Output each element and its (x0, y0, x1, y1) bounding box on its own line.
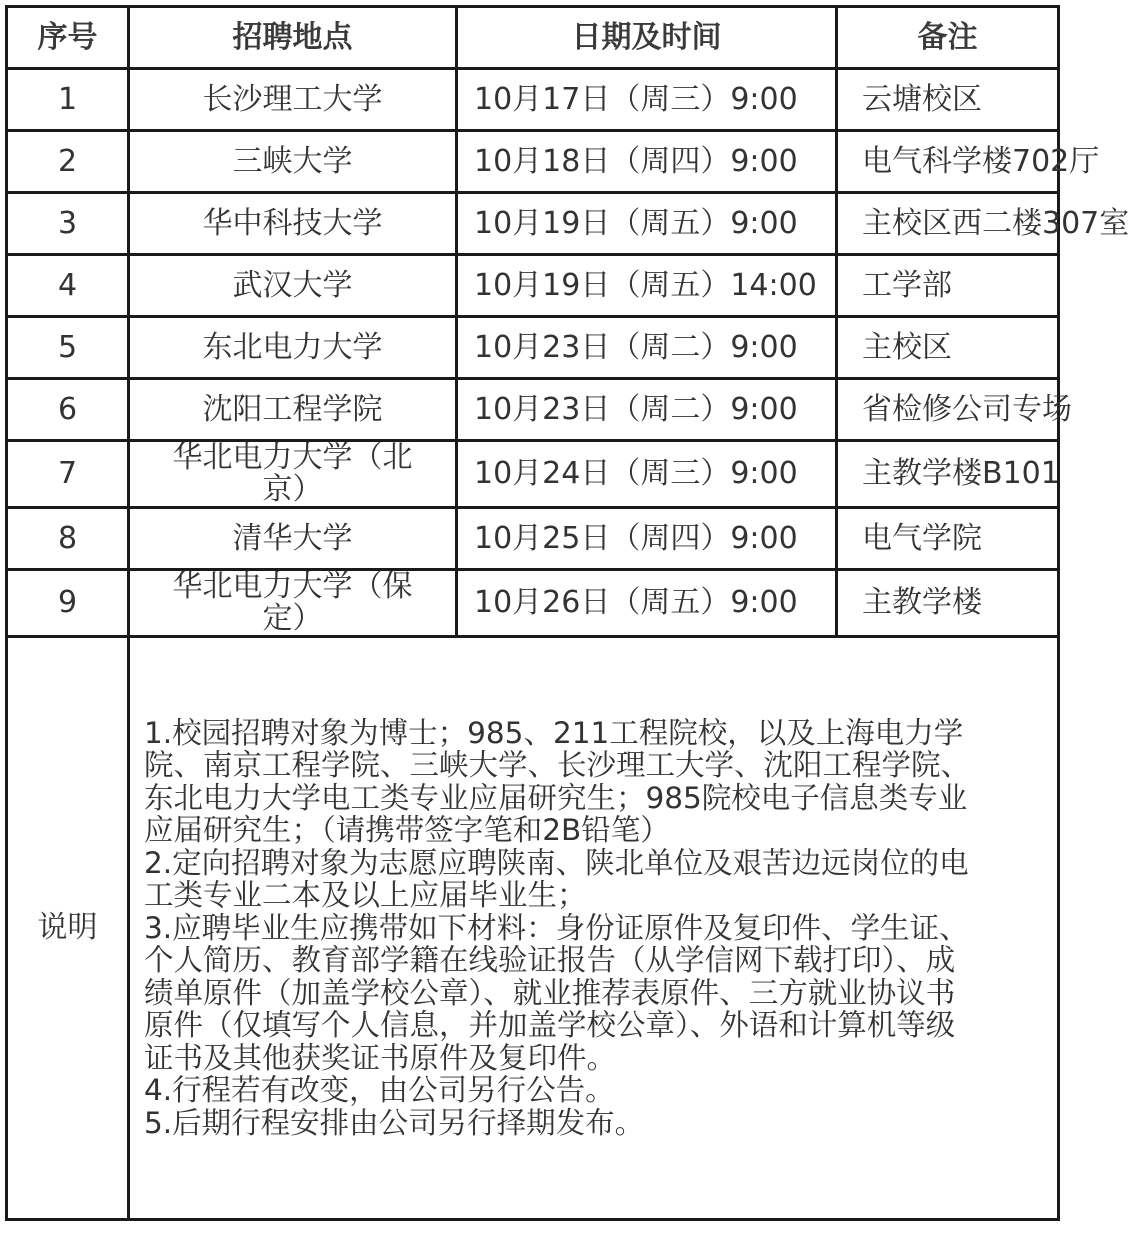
notes-line: 3.应聘毕业生应携带如下材料：身份证原件及复印件、学生证、 (144, 910, 969, 945)
row-number: 1 (7, 69, 129, 131)
remarks-text: 省检修公司专场 (862, 391, 1072, 427)
table-row (7, 441, 1059, 508)
notes-line: 4.行程若有改变，由公司另行公告。 (144, 1073, 615, 1108)
row-datetime: 10月19日（周五）9:00 (457, 193, 837, 255)
notes-line: 工类专业二本及以上应届毕业生； (144, 878, 587, 913)
row-location: 东北电力大学 (129, 317, 457, 379)
row-number: 4 (7, 255, 129, 317)
row-remarks (837, 255, 1059, 317)
remarks-text: 电气学院 (862, 520, 982, 556)
row-location: 华北电力大学（北京） (129, 441, 457, 508)
notes-line: 原件（仅填写个人信息，并加盖学校公章）、外语和计算机等级 (144, 1008, 956, 1043)
notes-body (129, 637, 1059, 1220)
row-remarks (837, 441, 1059, 508)
row-datetime: 10月23日（周二）9:00 (457, 317, 837, 379)
row-datetime: 10月17日（周三）9:00 (457, 69, 837, 131)
table-row (7, 570, 1059, 637)
remarks-text: 云塘校区 (862, 81, 982, 117)
row-remarks (837, 193, 1129, 255)
remarks-text: 电气科学楼702厅 (862, 143, 1100, 179)
remarks-text: 主校区 (862, 329, 952, 365)
row-datetime: 10月19日（周五）14:00 (457, 255, 837, 317)
header-datetime: 日期及时间 (457, 7, 837, 69)
notes-line: 东北电力大学电工类专业应届研究生；985院校电子信息类专业 (144, 780, 968, 815)
notes-line: 应届研究生；（请携带签字笔和2B铅笔） (144, 813, 670, 848)
row-location: 华中科技大学 (129, 193, 457, 255)
row-number: 2 (7, 131, 129, 193)
table-row (7, 193, 1059, 255)
notes-line: 个人简历、教育部学籍在线验证报告（从学信网下载打印）、成 (144, 943, 956, 978)
header-remarks: 备注 (837, 7, 1059, 69)
notes-row (7, 637, 1059, 1220)
notes-line: 证书及其他获奖证书原件及复印件。 (144, 1040, 617, 1075)
remarks-text: 工学部 (862, 267, 952, 303)
row-number: 9 (7, 570, 129, 637)
row-location: 沈阳工程学院 (129, 379, 457, 441)
table-row (7, 255, 1059, 317)
notes-line: 5.后期行程安排由公司另行择期发布。 (144, 1105, 645, 1140)
remarks-text: 主校区西二楼307室 (862, 205, 1129, 241)
row-datetime: 10月18日（周四）9:00 (457, 131, 837, 193)
row-number: 7 (7, 441, 129, 508)
notes-line: 院、南京工程学院、三峡大学、长沙理工大学、沈阳工程学院、 (144, 748, 971, 783)
row-location: 长沙理工大学 (129, 69, 457, 131)
recruitment-schedule-table (5, 5, 1129, 1221)
row-remarks (837, 131, 1100, 193)
row-datetime: 10月24日（周三）9:00 (457, 441, 837, 508)
notes-line: 2.定向招聘对象为志愿应聘陕南、陕北单位及艰苦边远岗位的电 (144, 845, 969, 880)
table-row (7, 69, 1059, 131)
row-datetime: 10月25日（周四）9:00 (457, 508, 837, 570)
header-number: 序号 (7, 7, 129, 69)
row-remarks (837, 570, 1059, 637)
table-row (7, 317, 1059, 379)
row-location: 清华大学 (129, 508, 457, 570)
row-number: 5 (7, 317, 129, 379)
row-remarks (837, 379, 1072, 441)
row-location: 武汉大学 (129, 255, 457, 317)
row-remarks (837, 317, 1059, 379)
header-row (7, 7, 1059, 69)
table-row (7, 131, 1059, 193)
row-location: 三峡大学 (129, 131, 457, 193)
remarks-text: 主教学楼B101 (862, 456, 1060, 491)
remarks-text: 主教学楼 (862, 585, 982, 620)
row-remarks (837, 69, 1059, 131)
row-number: 3 (7, 193, 129, 255)
notes-label: 说明 (7, 637, 129, 1220)
row-location: 华北电力大学（保定） (129, 570, 457, 637)
notes-line: 1.校园招聘对象为博士；985、211工程院校，以及上海电力学 (144, 715, 964, 750)
table-row (7, 508, 1059, 570)
row-number: 8 (7, 508, 129, 570)
table-row (7, 379, 1059, 441)
notes-line: 绩单原件（加盖学校公章）、就业推荐表原件、三方就业协议书 (144, 975, 956, 1010)
row-remarks (837, 508, 1059, 570)
row-datetime: 10月23日（周二）9:00 (457, 379, 837, 441)
row-datetime: 10月26日（周五）9:00 (457, 570, 837, 637)
row-number: 6 (7, 379, 129, 441)
header-location: 招聘地点 (129, 7, 457, 69)
